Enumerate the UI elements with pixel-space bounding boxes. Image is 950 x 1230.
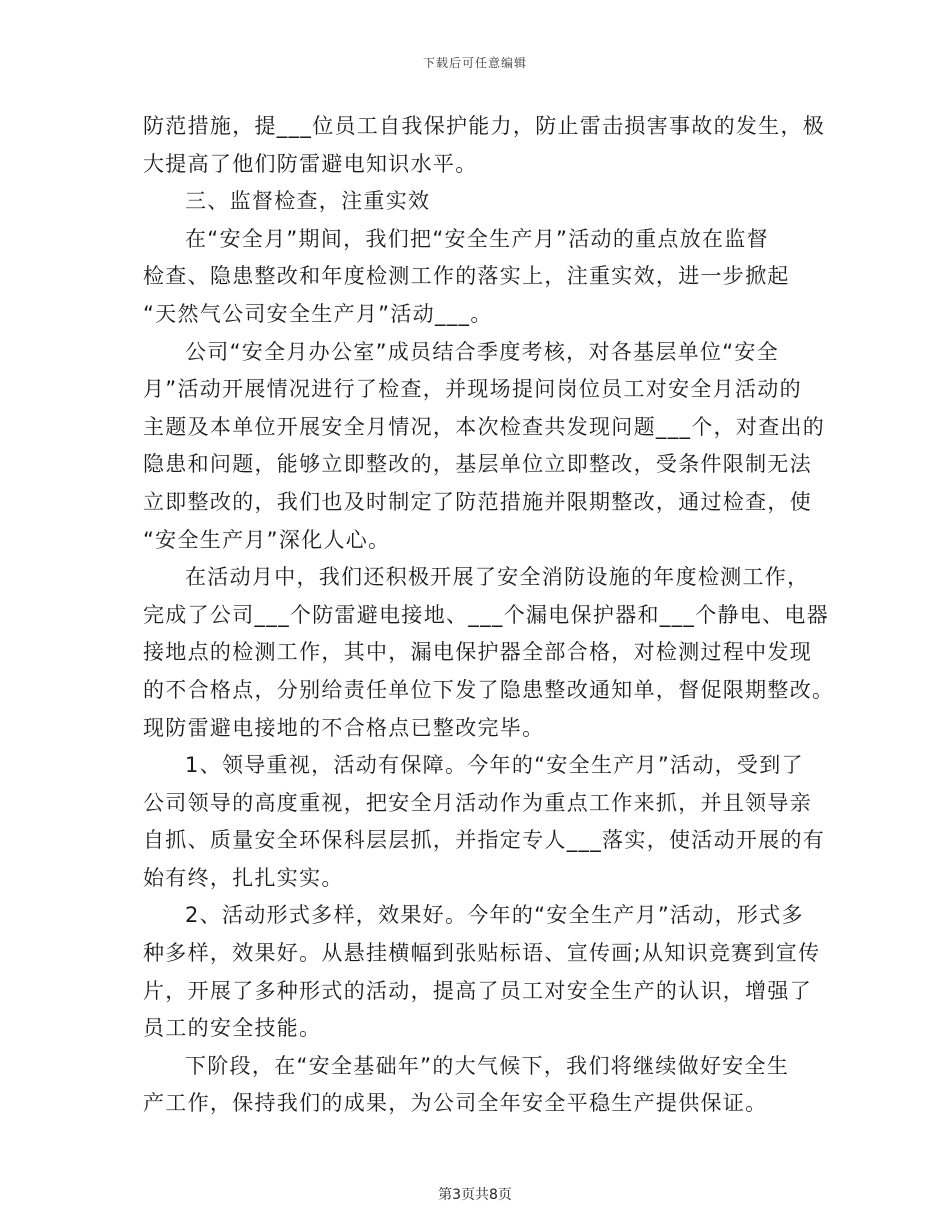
text-line: 1、领导重视，活动有保障。今年的“安全生产月”活动，受到了 (185, 753, 804, 778)
text-line: 主题及本单位开展安全月情况，本次检查共发现问题___个，对查出的 (143, 414, 826, 439)
text-line: 员工的安全技能。 (143, 1016, 322, 1041)
text-line: 月”活动开展情况进行了检查，并现场提问岗位员工对安全月活动的 (143, 377, 802, 402)
text-line: 完成了公司___个防雷避电接地、___个漏电保护器和___个静电、电器 (143, 602, 829, 627)
text-line: 大提高了他们防雷避电知识水平。 (143, 151, 478, 176)
text-line: 公司领导的高度重视，把安全月活动作为重点工作来抓，并且领导亲 (143, 790, 812, 815)
text-line: 隐患和问题，能够立即整改的，基层单位立即整改，受条件限制无法 (143, 452, 812, 477)
text-line: 2、活动形式多样，效果好。今年的“安全生产月”活动，形式多 (185, 903, 804, 928)
text-line: 自抓、质量安全环保科层层抓，并指定专人___落实，使活动开展的有 (143, 828, 826, 853)
text-line: 现防雷避电接地的不合格点已整改完毕。 (143, 715, 545, 740)
text-line: 产工作，保持我们的成果，为公司全年安全平稳生产提供保证。 (143, 1091, 768, 1116)
text-line: 始有终，扎扎实实。 (143, 865, 344, 890)
text-line: “天然气公司安全生产月”活动___。 (143, 301, 493, 326)
page-header: 下载后可任意编辑 (422, 56, 527, 70)
text-line: 在活动月中，我们还积极开展了安全消防设施的年度检测工作， (185, 565, 810, 590)
text-line: 下阶段，在“安全基础年”的大气候下，我们将继续做好安全生 (185, 1053, 790, 1078)
text-line: 防范措施，提___位员工自我保护能力，防止雷击损害事故的发生，极 (143, 114, 826, 138)
text-line: 检查、隐患整改和年度检测工作的落实上，注重实效，进一步掀起 (143, 264, 790, 289)
text-line: 种多样，效果好。从悬挂横幅到张贴标语、宣传画;从知识竞赛到宣传 (143, 941, 821, 966)
text-line: 在“安全月”期间，我们把“安全生产月”活动的重点放在监督 (185, 226, 769, 251)
text-line: 的不合格点，分别给责任单位下发了隐患整改通知单，督促限期整改。 (143, 677, 835, 702)
text-line: 接地点的检测工作，其中，漏电保护器全部合格，对检测过程中发现 (143, 640, 812, 665)
text-line: 立即整改的，我们也及时制定了防范措施并限期整改，通过检查，使 (143, 489, 812, 514)
document-body (143, 108, 835, 1123)
text-line: 片，开展了多种形式的活动，提高了员工对安全生产的认识，增强了 (143, 978, 812, 1003)
text-line: 公司“安全月办公室”成员结合季度考核，对各基层单位“安全 (185, 339, 780, 364)
page-number: 第3页共8页 (438, 1187, 512, 1203)
section-heading: 三、监督检查，注重实效 (185, 189, 431, 214)
text-line: “安全生产月”深化人心。 (143, 527, 391, 552)
